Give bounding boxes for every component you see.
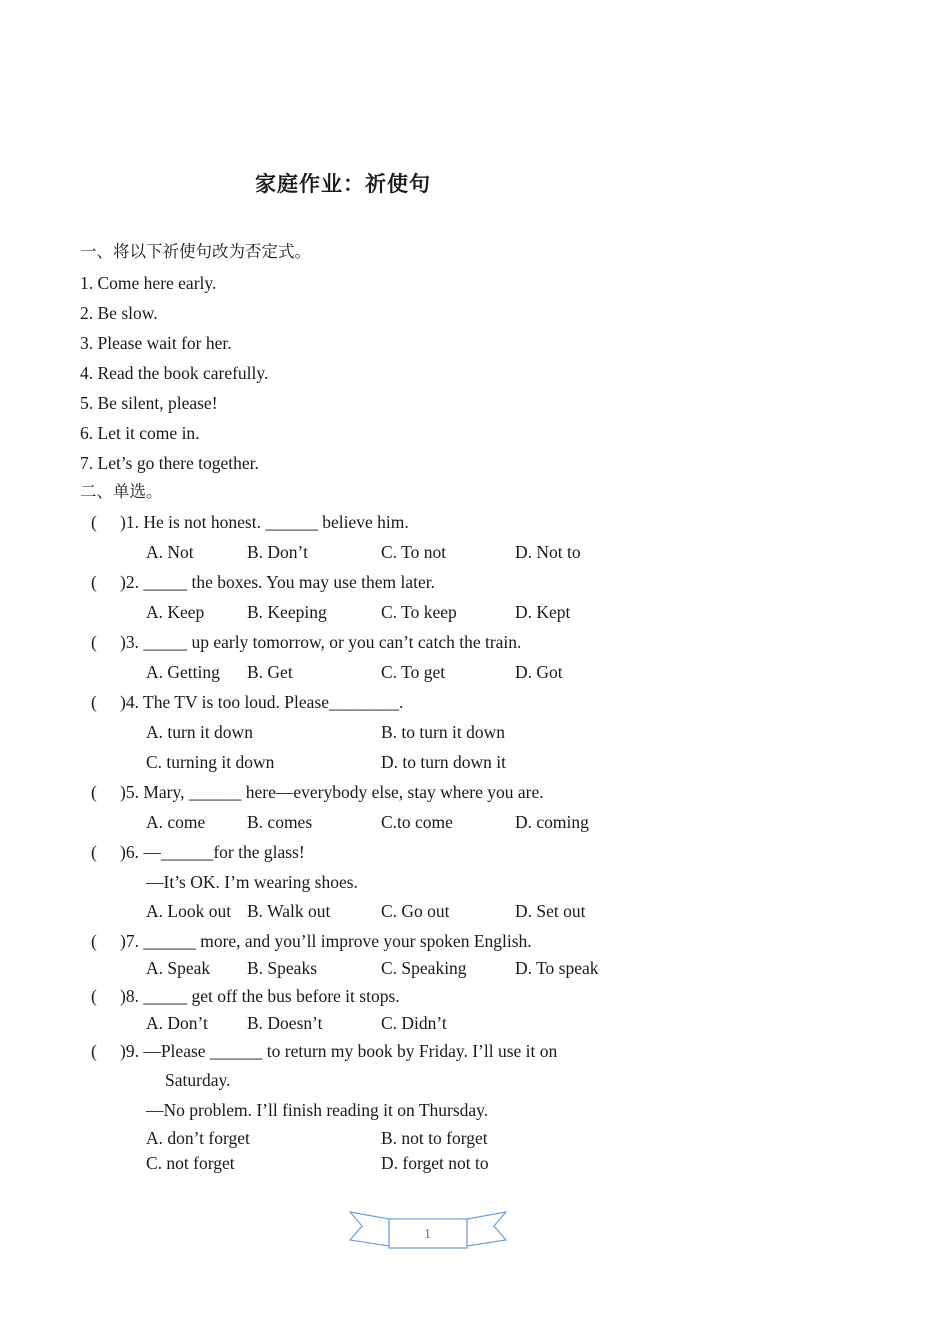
section-2-heading: 二、单选。	[80, 482, 163, 501]
exercise-item: 1. Come here early.	[80, 273, 217, 293]
exercise-item: 6. Let it come in.	[80, 423, 200, 443]
option: B. comes	[247, 812, 313, 832]
question-stem: )8. _____ get off the bus before it stops.	[120, 986, 400, 1006]
answer-blank-paren: (	[91, 931, 97, 951]
option: C. To keep	[381, 602, 457, 622]
answer-blank-paren: (	[91, 632, 97, 652]
answer-blank-paren: (	[91, 1041, 97, 1061]
question-stem-continued: Saturday.	[165, 1070, 231, 1090]
question-stem: )7. ______ more, and you’ll improve your spoken English.	[120, 931, 532, 951]
option: B. Walk out	[247, 901, 331, 921]
option: B. Doesn’t	[247, 1013, 323, 1033]
option: B. Speaks	[247, 958, 317, 978]
page-number: 1	[424, 1227, 431, 1242]
question-stem: )6. —______for the glass!	[120, 842, 305, 862]
option: B. Don’t	[247, 542, 308, 562]
option: A. Speak	[146, 958, 211, 978]
option: C. To get	[381, 662, 446, 682]
option: A. Don’t	[146, 1013, 208, 1033]
option: A. Keep	[146, 602, 205, 622]
option: B. not to forget	[381, 1128, 488, 1148]
option: D. Set out	[515, 901, 586, 921]
exercise-item: 2. Be slow.	[80, 303, 158, 323]
exercise-item: 5. Be silent, please!	[80, 393, 218, 413]
answer-blank-paren: (	[91, 572, 97, 592]
answer-blank-paren: (	[91, 986, 97, 1006]
option: D. forget not to	[381, 1153, 489, 1173]
question-stem: )1. He is not honest. ______ believe him.	[120, 512, 409, 532]
option: D. Not to	[515, 542, 581, 562]
option: A. turn it down	[146, 722, 253, 742]
option: A. come	[146, 812, 206, 832]
question-stem: )3. _____ up early tomorrow, or you can’t catch the train.	[120, 632, 522, 652]
option: D. To speak	[515, 958, 599, 978]
option: A. Getting	[146, 662, 220, 682]
option: C. To not	[381, 542, 447, 562]
option: A. don’t forget	[146, 1128, 250, 1148]
option: D. Kept	[515, 602, 571, 622]
option: B. to turn it down	[381, 722, 505, 742]
question-stem: )2. _____ the boxes. You may use them later.	[120, 572, 435, 592]
option: D. Got	[515, 662, 563, 682]
exercise-item: 3. Please wait for her.	[80, 333, 232, 353]
page-title: 家庭作业：祈使句	[255, 172, 431, 196]
option: B. Get	[247, 662, 293, 682]
option: C. turning it down	[146, 752, 275, 772]
option: A. Look out	[146, 901, 232, 921]
section-1-heading: 一、将以下祈使句改为否定式。	[80, 242, 311, 261]
option: C. Didn’t	[381, 1013, 447, 1033]
option: B. Keeping	[247, 602, 327, 622]
question-stem: )5. Mary, ______ here—everybody else, stay where you are.	[120, 782, 544, 802]
exercise-item: 4. Read the book carefully.	[80, 363, 269, 383]
option: A. Not	[146, 542, 194, 562]
option: C. not forget	[146, 1153, 235, 1173]
answer-blank-paren: (	[91, 512, 97, 532]
option: C. Go out	[381, 901, 450, 921]
option: D. to turn down it	[381, 752, 506, 772]
option: C. Speaking	[381, 958, 467, 978]
option: C.to come	[381, 812, 453, 832]
question-stem: )9. —Please ______ to return my book by Friday. I’ll use it on	[120, 1041, 558, 1061]
answer-blank-paren: (	[91, 842, 97, 862]
exercise-item: 7. Let’s go there together.	[80, 453, 259, 473]
answer-blank-paren: (	[91, 692, 97, 712]
option: D. coming	[515, 812, 589, 832]
question-stem: )4. The TV is too loud. Please________.	[120, 692, 404, 712]
answer-blank-paren: (	[91, 782, 97, 802]
dialogue-line: —It’s OK. I’m wearing shoes.	[146, 872, 358, 892]
dialogue-line: —No problem. I’ll finish reading it on Thursday.	[146, 1100, 489, 1120]
